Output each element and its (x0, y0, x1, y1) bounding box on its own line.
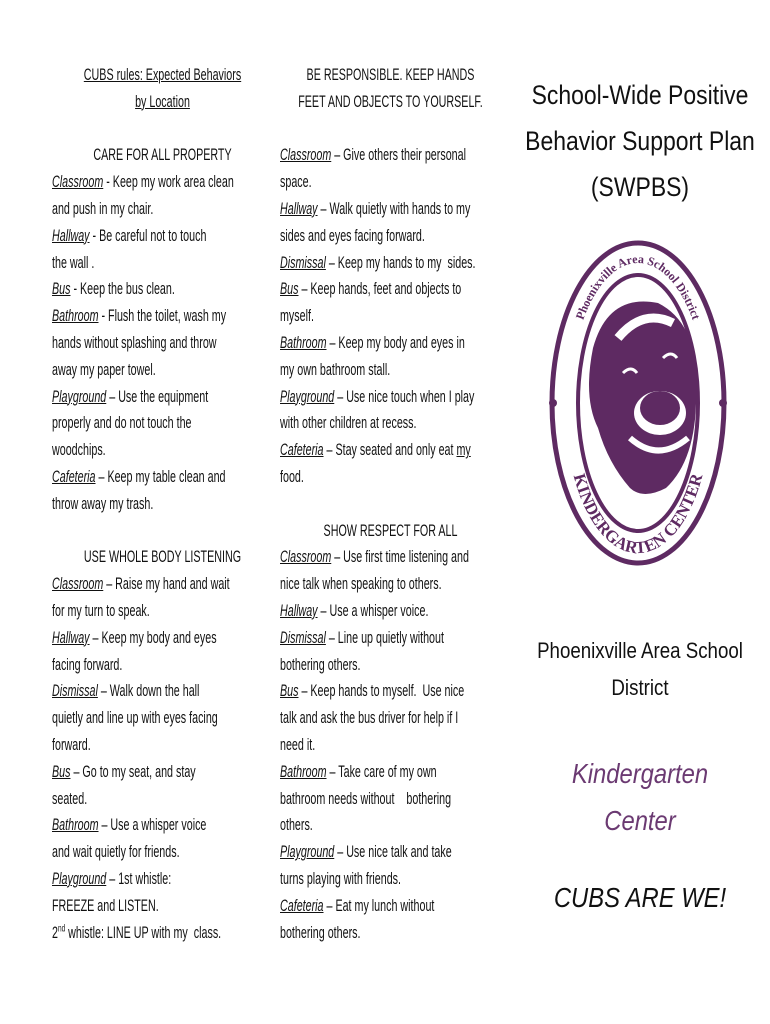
rule-text: – Eat my lunch without bothering others. (280, 896, 435, 942)
rule-text: – Keep my hands to my sides. (325, 253, 476, 272)
location-label: Cafeteria (52, 467, 96, 486)
location-label: Hallway (52, 628, 90, 647)
location-label: Bus (52, 762, 71, 781)
location-label: Bathroom (52, 816, 99, 835)
rule-item (280, 276, 501, 330)
logo-bottom-text: KINDERGARTEN CENTER (569, 471, 707, 558)
rule-text: - Keep the bus clean. (70, 280, 175, 299)
rule-text: – Use nice talk and take turns playing with friends. (280, 843, 452, 888)
location-label: Classroom (52, 575, 104, 594)
rule-text: - Be careful not to touch the wall . (52, 226, 207, 272)
rule-item (280, 544, 501, 598)
rule-item (52, 384, 273, 464)
rule-text: – Use the equipment properly and do not touch the woodchips. (52, 387, 209, 460)
location-label: Dismissal (280, 628, 326, 647)
section-heading-show-respect: SHOW RESPECT FOR ALL (323, 521, 458, 540)
location-label: Hallway (280, 601, 318, 620)
location-label: Classroom (280, 548, 332, 567)
location-label: Bus (280, 280, 299, 299)
rule-item (280, 142, 501, 196)
section-heading-whole-body-listening: USE WHOLE BODY LISTENING (83, 548, 242, 567)
district-name: Phoenixville Area School District (537, 638, 743, 700)
location-label: Dismissal (52, 682, 98, 701)
rule-item (280, 893, 501, 947)
rule-list-whole-body-listening (52, 571, 273, 919)
rule-text: - Flush the toilet, wash my hands without splashing and throw away my paper towel. (52, 307, 227, 379)
school-name: Kindergarten Center (571, 758, 709, 836)
location-label: Hallway (280, 199, 318, 218)
logo-top-text: Phoenixville Area School District (572, 251, 704, 322)
bear-face-icon (589, 301, 696, 494)
rule-item (52, 169, 273, 223)
rule-item (280, 196, 501, 250)
rule-item (52, 276, 273, 303)
location-label: Bathroom (52, 307, 99, 326)
location-label: Classroom (52, 173, 104, 192)
kindergarten-center-logo (548, 238, 728, 568)
rule-item (52, 303, 273, 383)
location-label: Hallway (52, 226, 90, 245)
location-label: Bus (280, 682, 299, 701)
rule-item: Cafeteria – Stay seated and only eat my food. (280, 441, 471, 486)
location-label: Playground (280, 843, 335, 862)
rule-text: – Walk down the hall quietly and line up with eyes facing forward. (52, 682, 218, 754)
rule-text: – Keep hands to myself. Use nice talk and ask the bus driver for help if I need it. (280, 682, 465, 754)
location-label: Playground (52, 387, 107, 406)
rule-text: – Use nice touch when I play with other children at recess. (280, 387, 475, 433)
rule-text: – Walk quietly with hands to my sides and eyes facing forward. (280, 199, 471, 245)
location-label: Playground (280, 387, 335, 406)
location-label: Bathroom (280, 762, 327, 781)
rule-text: – Line up quietly without bothering others. (280, 628, 444, 674)
rule-text: – Take care of my own bathroom needs without bothering others. (280, 762, 452, 835)
location-label: Playground (52, 869, 107, 888)
rule-text: – 1st whistle: FREEZE and LISTEN. (52, 869, 172, 915)
rule-text: – Keep my table clean and throw away my trash. (52, 467, 226, 513)
rule-text: – Use a whisper voice. (317, 601, 429, 620)
rule-list-be-responsible (280, 142, 501, 437)
rule-text: – Keep my body and eyes in my own bathroom stall. (280, 333, 465, 379)
rule-text: - Keep my work area clean and push in my chair. (52, 173, 234, 218)
rule-item (280, 330, 501, 384)
rule-item (280, 839, 501, 893)
rule-text: 2nd whistle: LINE UP with my class. (52, 923, 222, 942)
motto: CUBS ARE WE! (553, 882, 727, 913)
rule-text: – Keep my body and eyes facing forward. (52, 628, 217, 674)
location-label: Classroom (280, 146, 332, 165)
rule-item (52, 223, 273, 277)
rule-item (280, 678, 501, 758)
column-left (52, 62, 273, 946)
rule-item (280, 384, 501, 438)
rule-item (52, 464, 273, 518)
location-label: Dismissal (280, 253, 326, 272)
brochure-heading: CUBS rules: Expected Behaviors by Location (83, 66, 242, 111)
location-label: Cafeteria (280, 896, 324, 915)
rule-text: – Give others their personal space. (280, 146, 466, 192)
rule-list-show-respect (280, 544, 501, 946)
rule-item (52, 625, 273, 679)
rule-item (52, 866, 273, 920)
section-heading-be-responsible: BE RESPONSIBLE. KEEP HANDS FEET AND OBJECTS TO YOURSELF. (298, 66, 483, 111)
rule-text: – Raise my hand and wait for my turn to speak. (52, 575, 230, 620)
rule-text: – Go to my seat, and stay seated. (52, 762, 196, 808)
rule-text: – Keep hands, feet and objects to myself. (280, 280, 462, 326)
rule-item (52, 571, 273, 625)
rule-item (52, 759, 273, 813)
rule-item (280, 625, 501, 679)
rule-item (280, 759, 501, 839)
rule-text: – Use first time listening and nice talk when speaking to others. (280, 548, 469, 594)
column-middle (280, 62, 501, 946)
location-label: Bus (52, 280, 71, 299)
rule-list-care-property (52, 169, 273, 517)
rule-item (280, 598, 501, 625)
cover-title: School-Wide Positive Behavior Support Plan (SWPBS) (525, 80, 755, 202)
location-label: Bathroom (280, 333, 327, 352)
rule-text: – Use a whisper voice and wait quietly for friends. (52, 816, 207, 862)
rule-item (52, 678, 273, 758)
section-heading-care-property: CARE FOR ALL PROPERTY (93, 146, 232, 165)
rule-item (280, 250, 501, 277)
rule-item (52, 812, 273, 866)
